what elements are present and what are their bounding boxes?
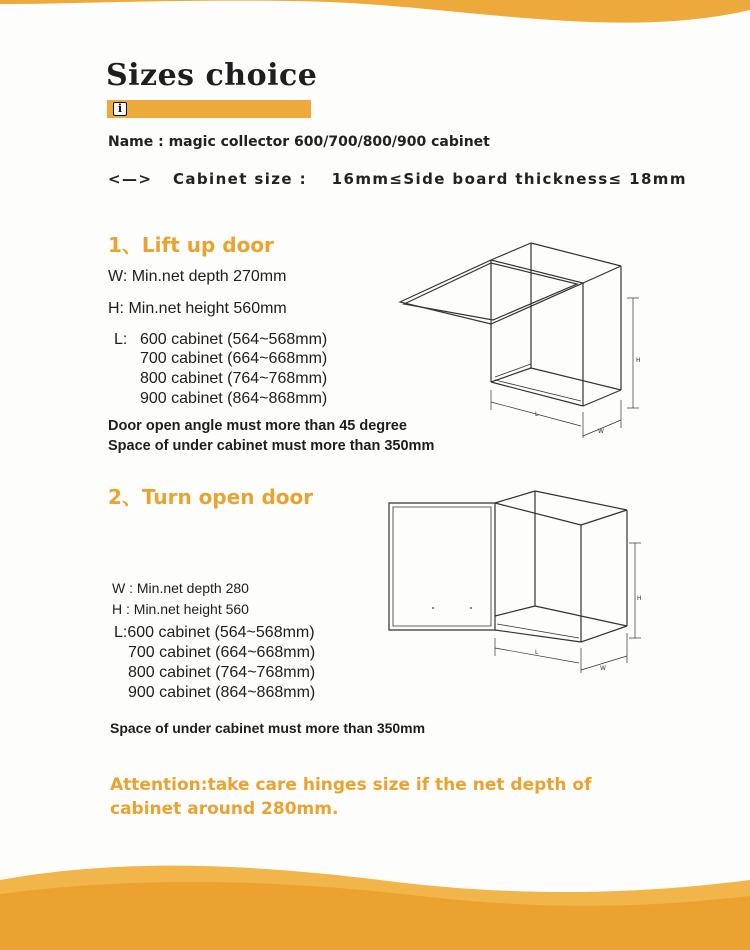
top-wave-decoration xyxy=(0,0,750,40)
section-2-height: H : Min.net height 560 xyxy=(112,601,249,617)
lift-up-door-diagram xyxy=(395,240,650,445)
section-1-l-prefix: L: xyxy=(114,331,128,348)
turn-open-door-diagram xyxy=(385,488,650,688)
section-1-height: H: Min.net height 560mm xyxy=(108,300,287,317)
double-arrow-icon: <—> xyxy=(108,170,153,188)
section-1-width: W: Min.net depth 270mm xyxy=(108,268,287,285)
title-underline-bar xyxy=(107,100,311,118)
cabinet-size-line xyxy=(108,170,687,188)
diagram-1-l-label: L xyxy=(535,411,539,418)
attention-note: Attention:take care hinges size if the net depth of cabinet around 280mm. xyxy=(110,775,592,819)
section-2-note-space: Space of under cabinet must more than 350mm xyxy=(110,720,426,736)
page-title: Sizes choice xyxy=(106,58,318,93)
section-1-cabinet-800: 800 cabinet (764~768mm) xyxy=(140,370,328,387)
section-2-cabinet-700: 700 cabinet (664~668mm) xyxy=(128,644,316,661)
section-2-cabinet-900: 900 cabinet (864~868mm) xyxy=(128,684,316,701)
section-1-cabinet-600: 600 cabinet (564~568mm) xyxy=(140,331,328,348)
diagram-2-h-label: H xyxy=(637,595,642,602)
diagram-2-l-label: L xyxy=(535,649,539,656)
section-2-cabinet-600: L:600 cabinet (564~568mm) xyxy=(114,624,315,641)
section-1-cabinet-700: 700 cabinet (664~668mm) xyxy=(140,350,328,367)
section-1-note-angle: Door open angle must more than 45 degree xyxy=(108,418,407,434)
bottom-wave-decoration xyxy=(0,850,750,950)
section-1-note-space: Space of under cabinet must more than 350mm xyxy=(108,438,435,454)
cabinet-size-label: Cabinet size : xyxy=(172,170,308,188)
diagram-1-h-label: H xyxy=(636,357,641,364)
product-name: Name : magic collector 600/700/800/900 cabinet xyxy=(108,134,490,150)
section-2-width: W : Min.net depth 280 xyxy=(112,580,249,596)
cabinet-size-value: 16mm≤Side board thickness≤ 18mm xyxy=(331,170,687,188)
section-2-heading: 2、Turn open door xyxy=(108,485,314,509)
diagram-2-w-label: W xyxy=(600,665,606,672)
info-icon: i xyxy=(113,102,127,116)
section-1-cabinet-900: 900 cabinet (864~868mm) xyxy=(140,390,328,407)
section-1-heading: 1、Lift up door xyxy=(108,233,274,257)
section-2-cabinet-800: 800 cabinet (764~768mm) xyxy=(128,664,316,681)
diagram-1-w-label: W xyxy=(598,428,604,435)
